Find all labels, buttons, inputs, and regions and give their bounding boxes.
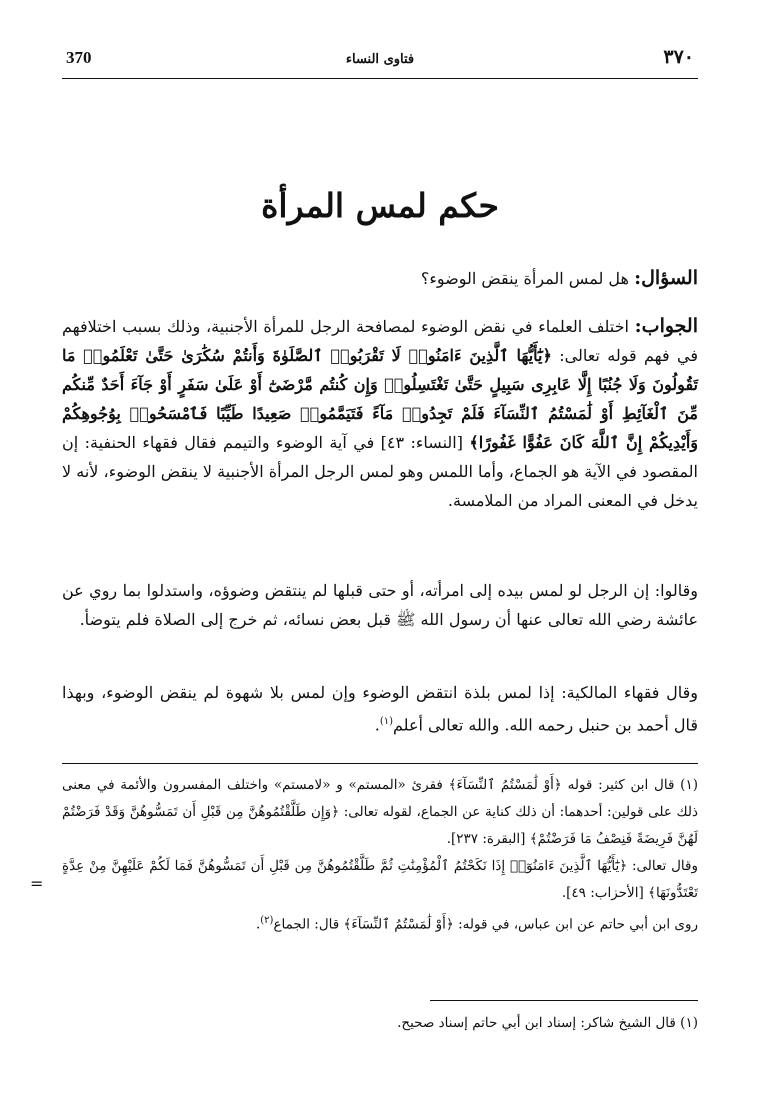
footnote-1-number: (١) bbox=[680, 777, 698, 793]
footnote-1-line2: وقال تعالى: ﴿يَٰٓأَيُّهَا ٱلَّذِينَ ءَامَنُوٓا۟ إِذَا نَكَحْتُمُ ٱلْمُؤْمِنَٰتِ ثُمَّ طَلَّقْتُمُوهُنَّ مِن قَبْلِ أَن تَمَسُّوهُنَّ فَمَا لَكُمْ عَلَيْهِنَّ مِنْ عِدَّةٍ تَعْتَدُّونَهَا﴾ [الأحزاب: ٤٩]. bbox=[62, 858, 698, 901]
footnote-2-number: (١) bbox=[680, 1015, 698, 1031]
answer-paragraph bbox=[62, 312, 698, 515]
footnote-1: (١) قال ابن كثير: قوله ﴿أَوْ لَٰمَسْتُمُ ٱلنِّسَآءَ﴾ فقرئ «المستم» و «لامستم» واختلف المفسرون والأئمة في معنى ذلك على قولين: أحدهما: أن ذلك كناية عن الجماع، لقوله تعالى: ﴿وَإِن طَلَّقْتُمُوهُنَّ مِن قَبْلِ أَن تَمَسُّوهُنَّ وَقَدْ فَرَضْتُمْ لَهُنَّ فَرِيضَةً فَنِصْفُ مَا فَرَضْتُمْ﴾ [البقرة: ٢٣٧]. وقال تعالى: ﴿يَٰٓأَيُّهَا ٱلَّذِينَ ءَامَنُوٓا۟ إِذَا نَكَحْتُمُ ٱلْمُؤْمِنَٰتِ ثُمَّ طَلَّقْتُمُوهُنَّ مِن قَبْلِ أَن تَمَسُّوهُنَّ فَمَا لَكُمْ عَلَيْهِنَّ مِنْ عِدَّةٍ تَعْتَدُّونَهَا﴾ [الأحزاب: ٤٩]. روى ابن أبي حاتم عن ابن عباس، في قوله: ﴿أَوْ لَٰمَسْتُمُ ٱلنِّسَآءَ﴾ قال: الجماع$^{(٢)}$. bbox=[62, 777, 698, 933]
footnote-separator bbox=[62, 763, 698, 764]
footnote-1-line1: قال ابن كثير: قوله ﴿أَوْ لَٰمَسْتُمُ ٱلنِّسَآءَ﴾ فقرئ «المستم» و «لامستم» واختلف المفسرون والأئمة في معنى ذلك على قولين: أحدهما: أن ذلك كناية عن الجماع، لقوله تعالى: ﴿وَإِن طَلَّقْتُمُوهُنَّ مِن قَبْلِ أَن تَمَسُّوهُنَّ وَقَدْ فَرَضْتُمْ لَهُنَّ فَرِيضَةً فَنِصْفُ مَا فَرَضْتُمْ﴾ [البقرة: ٢٣٧]. bbox=[62, 777, 698, 847]
page-title: حكم لمس المرأة bbox=[261, 186, 499, 225]
footnote-1-line3: روى ابن أبي حاتم عن ابن عباس، في قوله: ﴿أَوْ لَٰمَسْتُمُ ٱلنِّسَآءَ﴾ قال: الجماع bbox=[273, 916, 698, 933]
paragraph-maliki-text: وقال فقهاء المالكية: إذا لمس بلذة انتقض الوضوء وإن لمس بلا شهوة لم ينقض الوضوء، وبهذا قال أحمد بن حنبل رحمه الله. والله تعالى أعلم bbox=[62, 683, 698, 735]
footnote-ref: (١) bbox=[379, 716, 394, 727]
paragraph-hanafi-evidence: وقالوا: إن الرجل لو لمس بيده إلى امرأته، أو حتى قبلها لم ينتقض وضوؤه، واستدلوا بما روي عن عائشة رضي الله تعالى عنها أن رسول الله ﷺ قبل بعض نسائه، ثم خرج إلى الصلاة فلم يتوضأ. bbox=[62, 581, 698, 629]
paragraph-maliki: وقال فقهاء المالكية: إذا لمس بلذة انتقض الوضوء وإن لمس بلا شهوة لم ينقض الوضوء، وبهذا قال أحمد بن حنبل رحمه الله. والله تعالى أعلم$^{(١)}$. bbox=[62, 683, 698, 735]
question-text: هل لمس المرأة ينقض الوضوء؟ bbox=[420, 269, 629, 288]
page-number-arabic: ٣٧٠ bbox=[663, 46, 694, 68]
question-label: السؤال: bbox=[634, 267, 698, 289]
running-title: فتاوى النساء bbox=[345, 52, 415, 67]
answer-rest: في آية الوضوء والتيمم فقال فقهاء الحنفية: إن المقصود في الآية هو الجماع، وأما اللمس وهو لمس الرجل المرأة الأجنبية لا ينقض الوضوء، لأنه لا يدخل في المعنى المراد من الملامسة. bbox=[62, 433, 698, 510]
answer-label: الجواب: bbox=[634, 315, 698, 337]
footnote-2 bbox=[62, 1010, 698, 1037]
verse-citation: [النساء: ٤٣] bbox=[380, 433, 463, 452]
margin-marker: = bbox=[30, 874, 44, 893]
answer-intro: اختلف العلماء في نقض الوضوء لمصافحة الرجل للمرأة الأجنبية، وذلك بسبب اختلافهم في فهم قوله تعالى: bbox=[62, 317, 698, 365]
question-paragraph bbox=[62, 264, 698, 293]
footnote-2-text: قال الشيخ شاكر: إسناد ابن أبي حاتم إسناد صحيح. bbox=[397, 1015, 676, 1031]
footnote-1-ref: (٢) bbox=[260, 915, 274, 926]
subfootnote-separator bbox=[430, 1000, 698, 1001]
page-header bbox=[62, 44, 698, 79]
page-number-latin: 370 bbox=[66, 48, 92, 67]
quran-verse: ﴿يَٰٓأَيُّهَا ٱلَّذِينَ ءَامَنُوا۟ لَا تَقْرَبُوا۟ ٱلصَّلَوٰةَ وَأَنتُمْ سُكَٰرَىٰ حَتَّىٰ تَعْلَمُوا۟ مَا تَقُولُونَ وَلَا جُنُبًا إِلَّا عَابِرِى سَبِيلٍ حَتَّىٰ تَغْتَسِلُوا۟ وَإِن كُنتُم مَّرْضَىٰٓ أَوْ عَلَىٰ سَفَرٍ أَوْ جَآءَ أَحَدٌ مِّنكُم مِّنَ ٱلْغَآئِطِ أَوْ لَٰمَسْتُمُ ٱلنِّسَآءَ فَلَمْ تَجِدُوا۟ مَآءً فَتَيَمَّمُوا۟ صَعِيدًا طَيِّبًا فَٱمْسَحُوا۟ بِوُجُوهِكُمْ وَأَيْدِيكُمْ إِنَّ ٱللَّهَ كَانَ عَفُوًّا غَفُورًا﴾ bbox=[62, 346, 699, 452]
